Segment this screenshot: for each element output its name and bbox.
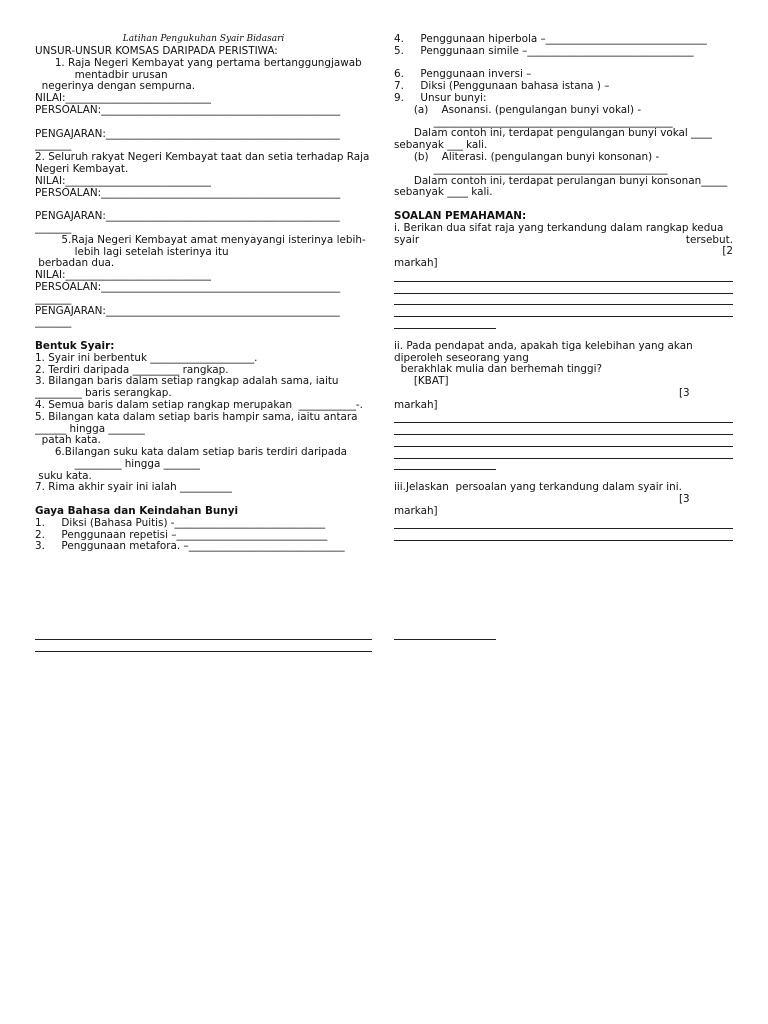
text-line [394, 58, 733, 70]
text-line: PERSOALAN:______________________________________________ [35, 281, 341, 293]
text-line: 5. Bilangan kata dalam setiap baris hampir sama, iaitu antara [35, 411, 358, 423]
q2-marks: [3 [679, 387, 690, 399]
text-line: 4. Semua baris dalam setiap rangkap merupakan ___________-. [35, 399, 363, 411]
q1-marks: [2 [722, 246, 733, 258]
text-line: 7. Rima akhir syair ini ialah __________ [35, 482, 232, 494]
bentuk-syair-heading: Bentuk Syair: [35, 340, 115, 352]
text-line: _________ hingga _______ [35, 458, 200, 470]
text-line: 9. Unsur bunyi: [394, 92, 487, 104]
left-column [35, 46, 372, 553]
soalan-heading: SOALAN PEMAHAMAN: [394, 210, 527, 222]
text-line: 5.Raja Negeri Kembayat amat menyayangi isterinya lebih- [35, 234, 366, 246]
bottom-answer-line-right[interactable] [394, 628, 496, 640]
q3-marks-label: markah] [394, 505, 438, 517]
text-line: _____________________________________________ [394, 163, 668, 175]
right-column [394, 34, 733, 541]
q2-line-c: berakhlak mulia dan berhemah tinggi? [394, 364, 602, 376]
text-line: 3. Bilangan baris dalam setiap rangkap adalah sama, iaitu [35, 376, 339, 388]
text-line: ______ hingga _______ [35, 423, 145, 435]
answer-lines-q1[interactable] [394, 270, 733, 329]
gaya-bahasa-lines [35, 518, 372, 553]
document-title: Latihan Pengukuhan Syair Bidasari [122, 34, 285, 44]
text-line: lebih lagi setelah isterinya itu [35, 246, 229, 258]
text-line: NILAI:____________________________ [35, 175, 212, 187]
q2-marks-label: markah] [394, 399, 438, 411]
text-line [35, 329, 372, 341]
answer-lines-q3[interactable] [394, 518, 733, 542]
text-line: Dalam contoh ini, terdapat pengulangan bunyi vokal ____ [394, 128, 712, 140]
text-line: NILAI:____________________________ [35, 270, 212, 282]
text-line: berbadan dua. [35, 258, 115, 270]
text-line: negerinya dengan sempurna. [35, 81, 196, 93]
text-line [35, 494, 372, 506]
text-line: sebanyak ____ kali. [394, 187, 493, 199]
q3-line-a: iii.Jelaskan persoalan yang terkandung dalam syair ini. [394, 482, 682, 494]
text-line: 4. Penggunaan hiperbola –_______________________________ [394, 34, 707, 45]
text-line: sebanyak ___ kali. [394, 140, 488, 152]
text-line: suku kata. [35, 470, 92, 482]
text-line: 3. Penggunaan metafora. –______________________________ [35, 541, 345, 553]
text-line: PENGAJARAN:_____________________________________________ [35, 305, 340, 317]
text-line: 7. Diksi (Penggunaan bahasa istana ) – [394, 81, 610, 93]
q2-line-a: ii. Pada pendapat anda, apakah tiga kelebihan yang akan [394, 340, 693, 352]
text-line: Negeri Kembayat. [35, 163, 129, 175]
q2-line-d: [KBAT] [394, 376, 449, 388]
question-1-line-b [394, 235, 733, 247]
text-line: (b) Aliterasi. (pengulangan bunyi konsonan) - [394, 151, 660, 163]
text-line: patah kata. [35, 435, 101, 447]
q1-text-right: tersebut. [685, 233, 733, 246]
text-line: PENGAJARAN:_____________________________________________ [35, 211, 340, 223]
q2-line-b: diperoleh seseorang yang [394, 352, 529, 364]
q1-marks-label: markah] [394, 258, 438, 270]
text-line: 1. Syair ini berbentuk ____________________. [35, 352, 258, 364]
text-line: 2. Terdiri daripada _________ rangkap. [35, 364, 229, 376]
text-line: _______ [35, 140, 72, 152]
text-line: PENGAJARAN:_____________________________________________ [35, 128, 340, 140]
gaya-bahasa-heading: Gaya Bahasa dan Keindahan Bunyi [35, 506, 239, 518]
text-line: _________ baris serangkap. [35, 388, 172, 400]
bottom-answer-lines-left[interactable] [35, 628, 372, 652]
text-line: 1. Raja Negeri Kembayat yang pertama bertanggungjawab [35, 57, 362, 69]
section-header: UNSUR-UNSUR KOMSAS DARIPADA PERISTIWA: [35, 46, 278, 57]
answer-lines-q2[interactable] [394, 412, 733, 471]
gaya-bahasa-continued [394, 34, 733, 211]
text-line: 1. Diksi (Bahasa Puitis) -_____________________________ [35, 517, 326, 529]
text-line: mentadbir urusan [35, 69, 168, 81]
text-line [35, 199, 372, 211]
text-line: _______ [35, 317, 72, 329]
komsas-lines [35, 58, 372, 341]
text-line [35, 117, 372, 129]
q1-text-left: syair [394, 233, 420, 246]
text-line: _______ [35, 293, 72, 305]
text-line [394, 199, 733, 211]
question-1-line-a [394, 223, 733, 235]
text-line: 6. Penggunaan inversi – [394, 69, 532, 81]
text-line: (a) Asonansi. (pengulangan bunyi vokal) - [394, 104, 642, 116]
q3-marks: [3 [679, 494, 690, 506]
text-line: 5. Penggunaan simile –________________________________ [394, 45, 694, 57]
text-line: PERSOALAN:______________________________________________ [35, 104, 341, 116]
text-line: ______________________________________________ [394, 116, 673, 128]
text-line: PERSOALAN:______________________________________________ [35, 187, 341, 199]
bentuk-syair-lines [35, 353, 372, 506]
text-line: 2. Penggunaan repetisi –_____________________________ [35, 529, 328, 541]
text-line: Dalam contoh ini, terdapat perulangan bunyi konsonan_____ [394, 175, 728, 187]
text-line: 6.Bilangan suku kata dalam setiap baris terdiri daripada [35, 447, 348, 459]
text-line: 2. Seluruh rakyat Negeri Kembayat taat dan setia terhadap Raja [35, 152, 370, 164]
text-line: NILAI:____________________________ [35, 93, 212, 105]
text-line: _______ [35, 222, 72, 234]
q1-text: i. Berikan dua sifat raja yang terkandung dalam rangkap kedua [394, 221, 724, 234]
